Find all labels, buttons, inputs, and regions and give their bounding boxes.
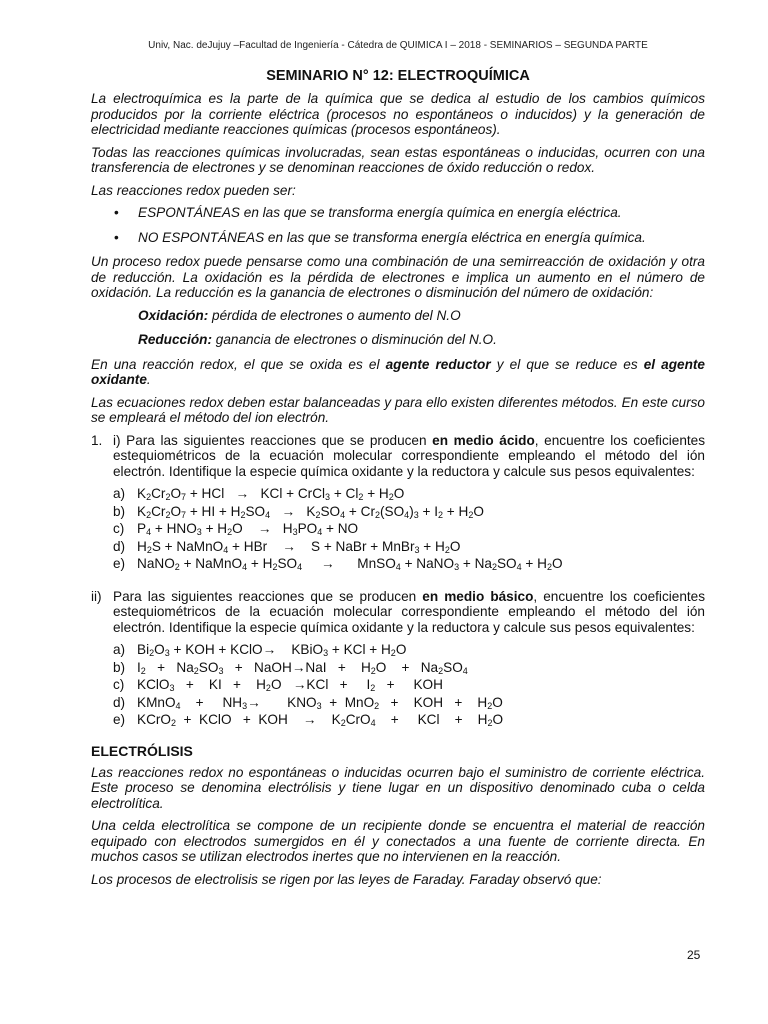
list-item: • ESPONTÁNEAS en las que se transforma energía química en energía eléctrica.: [114, 205, 622, 220]
electrolysis-paragraph-2: Una celda electrolítica se compone de un recipiente donde se encuentra el material de reacción equipado con electrodos sumergidos en él y conectados a una fuente de corriente directa. En muchos casos se utilizan electrodos inertes que no intervienen en la reacción.: [91, 818, 705, 864]
redox-paragraph: Un proceso redox puede pensarse como una combinación de una semirreacción de oxidación y otra de reducción. La oxidación es la pérdida de electrones e implica un aumento en el número de oxidación. La reducción es la ganancia de electrones o disminución del número de oxidación:: [91, 254, 705, 300]
question-2-text: ii) Para las siguientes reacciones que se producen en medio básico, encuentre los coeficientes estequiométricos de la ecuación molecular correspondiente empleando el método del ión electrón. Identifique la especie química oxidante y la reductora y calcule sus pesos equivalentes:: [91, 588, 706, 635]
balance-paragraph: Las ecuaciones redox deben estar balanceadas y para ello existen diferentes métodos. En este curso se empleará el método del ion electrón.: [91, 394, 705, 425]
reaction-row: e) NaNO$_2$ + NaMnO$_4$ + $H_2SO_4$ → MnSO$_4$ + NaNO$_3$ + $Na_2SO_4 + H_2O$: [113, 556, 563, 572]
basic-reactions-list: [91, 641, 705, 729]
reaction-row: c) KClO$_3$ + KI + $H_2O \to KCl$ + $I_2$ + KOH: [113, 677, 443, 693]
electrolysis-heading: ELECTRÓLISIS: [91, 742, 193, 759]
acid-reactions-list: [91, 485, 705, 573]
intro-paragraph-2: Todas las reacciones químicas involucradas, sean estas espontáneas o inducidas, ocurren con una transferencia de electrones y se denominan reacciones de óxido reducción o redox.: [91, 144, 705, 175]
redox-types-list: [91, 205, 705, 245]
oxidation-definition: Oxidación: pérdida de electrones o aumento del N.O: [138, 307, 461, 323]
reaction-row: d) KMnO$_4$ + $NH_3\to$ $KNO_3 + MnO_2$ + KOH + $H_2O$: [113, 694, 503, 711]
page-number: 25: [687, 948, 701, 962]
reaction-row: a) $Bi_2O_3$ + KOH + KClO→ KBiO$_3$ + KCl + $H_2O$: [113, 642, 407, 658]
intro-paragraph-1: La electroquímica es la parte de la química que se dedica al estudio de los cambios químicos producidos por la corriente eléctrica (procesos no espontáneos o inducidos) y la generación de electricidad mediante reacciones químicas (procesos espontáneos).: [91, 91, 705, 137]
reduction-definition: Reducción: ganancia de electrones o disminución del N.O.: [138, 332, 497, 347]
page-title: SEMINARIO N° 12: ELECTROQUÍMICA: [266, 68, 530, 84]
reaction-row: b) $K_2Cr_2O_7$ + HI + $H_2SO_4 \to K_2SO_4 + Cr_2(SO_4)_3 + I_2 + H_2O$: [113, 503, 484, 520]
list-item: • NO ESPONTÁNEAS en las que se transforma energía eléctrica en energía química.: [114, 229, 646, 245]
reaction-row: b) $I_2 + Na_2SO_3$ + NaOH→NaI + $H_2O$ + $Na_2SO_4$: [113, 659, 468, 676]
reaction-row: e) KCrO$_2$ + KClO + KOH → $K_2CrO_4$ + KCl + $H_2O$: [113, 712, 504, 728]
electrolysis-paragraph-1: Las reacciones redox no espontáneas o inducidas ocurren bajo el suministro de corriente eléctrica. Este proceso se denomina electrólisis y tiene lugar en un dispositivo denominado cuba o celda electrolítica.: [91, 764, 705, 811]
question-1-text: 1. i) Para las siguientes reacciones que se producen en medio ácido, encuentre los coeficientes estequiométricos de la ecuación molecular correspondiente empleando el método del ión electrón. Identifique la especie química oxidante y la reductora y calcule sus pesos equivalentes:: [91, 432, 706, 479]
reaction-row: c) $P_4 + HNO_3 + H_2O$ → $H_3PO_4$ + NO: [113, 521, 359, 537]
document-page: [91, 40, 705, 894]
reaction-row: a) $K_2Cr_2O_7$ + HCl → KCl + CrCl$_3$ + $Cl_2 + H_2O$: [113, 486, 405, 502]
intro-paragraph-3: Las reacciones redox pueden ser:: [91, 182, 296, 198]
page-header: Univ, Nac. deJujuy –Facultad de Ingeniería - Cátedra de QUIMICA I – 2018 - SEMINARIOS – SEGUNDA PARTE: [148, 40, 648, 51]
reaction-row: d) $H_2S$ + NaMnO$_4$ + HBr → S + NaBr + MnBr$_3$ + $H_2O$: [113, 538, 461, 555]
agents-paragraph: En una reacción redox, el que se oxida es el agente reductor y el que se reduce es el agente oxidante.: [91, 356, 705, 387]
electrolysis-paragraph-3: Los procesos de electrolisis se rigen por las leyes de Faraday. Faraday observó que:: [91, 871, 602, 887]
